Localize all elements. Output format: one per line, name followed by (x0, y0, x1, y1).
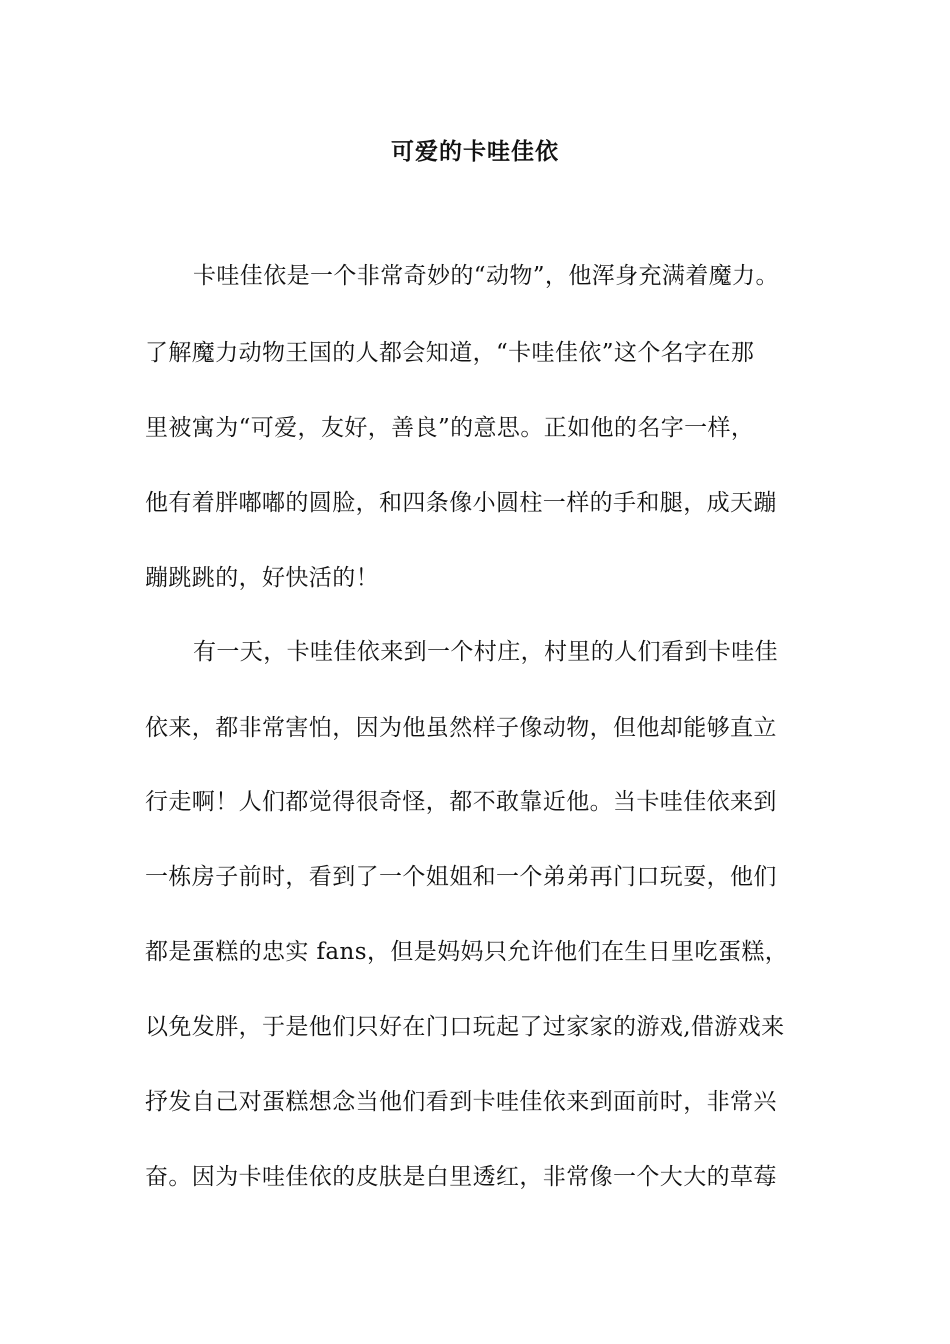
paragraph-line: 奋。因为卡哇佳依的皮肤是白里透红，非常像一个大大的草莓 (145, 1164, 777, 1190)
paragraph-line: 了解魔力动物王国的人都会知道，“卡哇佳依”这个名字在那 (145, 340, 755, 366)
paragraph-line: 一栋房子前时，看到了一个姐姐和一个弟弟再门口玩耍，他们 (145, 864, 777, 890)
paragraph-line: 都是蛋糕的忠实 fans，但是妈妈只允许他们在生日里吃蛋糕， (145, 939, 789, 965)
paragraph-line: 卡哇佳依是一个非常奇妙的“动物”，他浑身充满着魔力。 (193, 263, 779, 289)
paragraph-line: 以免发胖，于是他们只好在门口玩起了过家家的游戏,借游戏来 (145, 1014, 785, 1040)
document-title: 可爱的卡哇佳依 (391, 138, 559, 165)
paragraph-line: 抒发自己对蛋糕想念当他们看到卡哇佳依来到面前时，非常兴 (145, 1089, 777, 1115)
paragraph-line: 他有着胖嘟嘟的圆脸，和四条像小圆柱一样的手和腿，成天蹦 (145, 490, 777, 516)
paragraph-line: 行走啊！人们都觉得很奇怪，都不敢靠近他。当卡哇佳依来到 (145, 789, 777, 815)
paragraph-line: 里被寓为“可爱，友好，善良”的意思。正如他的名字一样， (145, 415, 755, 441)
paragraph-line: 蹦跳跳的，好快活的！ (145, 565, 379, 591)
paragraph-line: 依来，都非常害怕，因为他虽然样子像动物，但他却能够直立 (145, 715, 777, 741)
paragraph-line: 有一天，卡哇佳依来到一个村庄，村里的人们看到卡哇佳 (193, 639, 778, 665)
